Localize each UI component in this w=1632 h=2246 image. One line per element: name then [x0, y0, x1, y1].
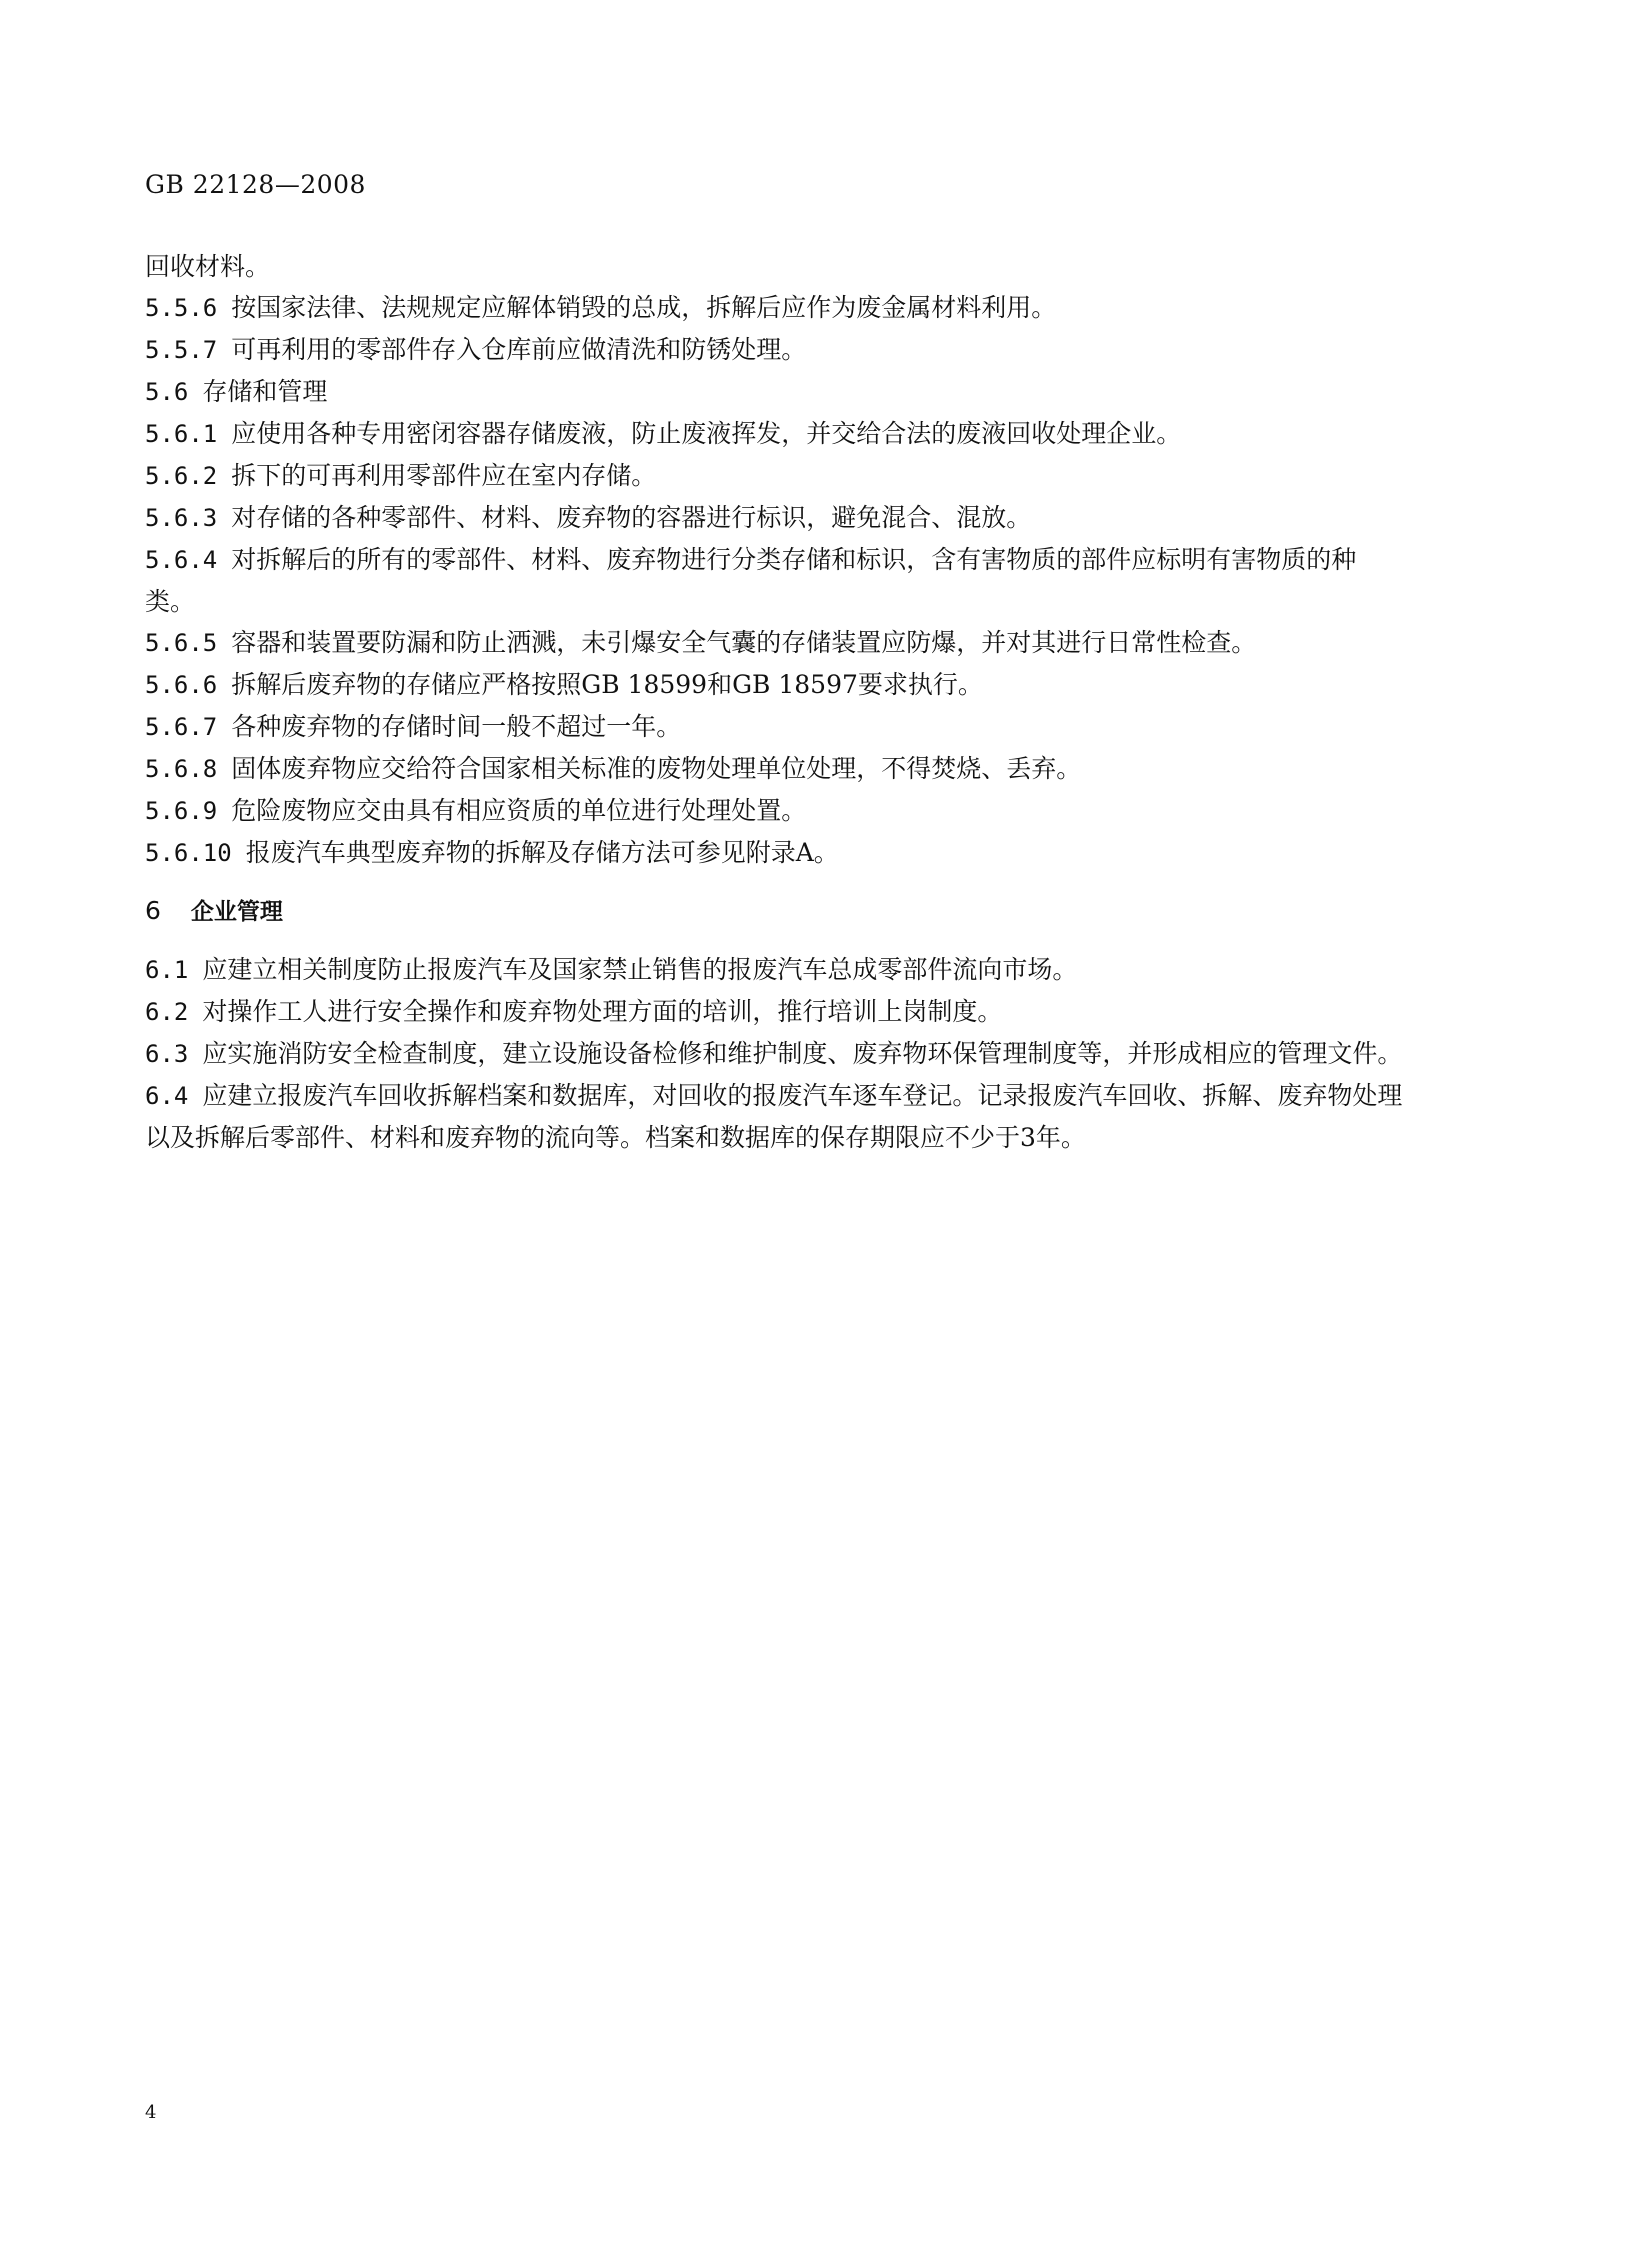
clause-text: 存储和管理	[202, 377, 328, 406]
clause-5-6-10	[145, 832, 1405, 874]
clause-6-2	[145, 991, 1405, 1033]
clause-number: 5.6.7	[145, 713, 218, 741]
page-number: 4	[145, 2102, 157, 2123]
clause-text: 拆解后废弃物的存储应严格按照GB 18599和GB 18597要求执行。	[231, 670, 983, 699]
clause-text: 对操作工人进行安全操作和废弃物处理方面的培训，推行培训上岗制度。	[202, 997, 1003, 1026]
clause-6-4	[145, 1075, 1405, 1158]
clause-number: 6.4	[145, 1082, 189, 1110]
clause-5-5-6	[145, 287, 1405, 329]
clause-text: 报废汽车典型废弃物的拆解及存储方法可参见附录A。	[245, 838, 839, 867]
clause-number: 6.3	[145, 1040, 189, 1068]
clause-5-6-2	[145, 455, 1405, 497]
clause-5-6-3	[145, 497, 1405, 539]
clause-text: 容器和装置要防漏和防止洒溅，未引爆安全气囊的存储装置应防爆，并对其进行日常性检查。	[231, 628, 1257, 657]
chapter-6-heading	[145, 890, 1405, 933]
clause-5-6-7	[145, 706, 1405, 748]
document-body	[145, 246, 1405, 1158]
clause-list-5	[145, 287, 1405, 874]
clause-5-6-1	[145, 413, 1405, 455]
clause-number: 6.2	[145, 998, 189, 1026]
chapter-number: 6	[145, 896, 161, 925]
clause-list-6	[145, 949, 1405, 1158]
continuation-text: 回收材料。	[145, 252, 271, 281]
clause-text: 固体废弃物应交给符合国家相关标准的废物处理单位处理，不得焚烧、丢弃。	[231, 754, 1082, 783]
clause-text: 对拆解后的所有的零部件、材料、废弃物进行分类存储和标识，含有害物质的部件应标明有害物质的种类。	[145, 545, 1357, 616]
clause-number: 6.1	[145, 956, 189, 984]
clause-number: 5.6.1	[145, 420, 218, 448]
clause-text: 应建立报废汽车回收拆解档案和数据库，对回收的报废汽车逐车登记。记录报废汽车回收、拆解、废弃物处理以及拆解后零部件、材料和废弃物的流向等。档案和数据库的保存期限应不少于3年。	[145, 1081, 1403, 1152]
clause-number: 5.6.4	[145, 546, 218, 574]
clause-number: 5.6.8	[145, 755, 218, 783]
clause-5-6-8	[145, 748, 1405, 790]
clause-text: 各种废弃物的存储时间一般不超过一年。	[231, 712, 682, 741]
clause-5-6-6	[145, 664, 1405, 706]
section-5-6-heading	[145, 371, 1405, 413]
clause-5-6-4	[145, 539, 1405, 622]
clause-5-5-7	[145, 329, 1405, 371]
clause-number: 5.6	[145, 378, 189, 406]
clause-number: 5.6.5	[145, 629, 218, 657]
clause-number: 5.6.3	[145, 504, 218, 532]
clause-5-6-9	[145, 790, 1405, 832]
clause-number: 5.6.9	[145, 797, 218, 825]
clause-text: 应实施消防安全检查制度，建立设施设备检修和维护制度、废弃物环保管理制度等，并形成相应的管理文件。	[202, 1039, 1403, 1068]
clause-text: 对存储的各种零部件、材料、废弃物的容器进行标识，避免混合、混放。	[231, 503, 1032, 532]
clause-text: 应使用各种专用密闭容器存储废液，防止废液挥发，并交给合法的废液回收处理企业。	[231, 419, 1182, 448]
clause-number: 5.6.2	[145, 462, 218, 490]
clause-text: 按国家法律、法规规定应解体销毁的总成，拆解后应作为废金属材料利用。	[231, 293, 1057, 322]
document-code: GB 22128—2008	[145, 170, 366, 199]
clause-number: 5.5.6	[145, 294, 218, 322]
clause-number: 5.6.10	[145, 839, 232, 867]
clause-5-6-5	[145, 622, 1405, 664]
clause-text: 应建立相关制度防止报废汽车及国家禁止销售的报废汽车总成零部件流向市场。	[202, 955, 1078, 984]
clause-number: 5.6.6	[145, 671, 218, 699]
clause-number: 5.5.7	[145, 336, 218, 364]
clause-6-3	[145, 1033, 1405, 1075]
clause-6-1	[145, 949, 1405, 991]
clause-text: 可再利用的零部件存入仓库前应做清洗和防锈处理。	[231, 335, 807, 364]
clause-text: 危险废物应交由具有相应资质的单位进行处理处置。	[231, 796, 807, 825]
clause-text: 拆下的可再利用零部件应在室内存储。	[231, 461, 657, 490]
chapter-title: 企业管理	[190, 899, 283, 925]
